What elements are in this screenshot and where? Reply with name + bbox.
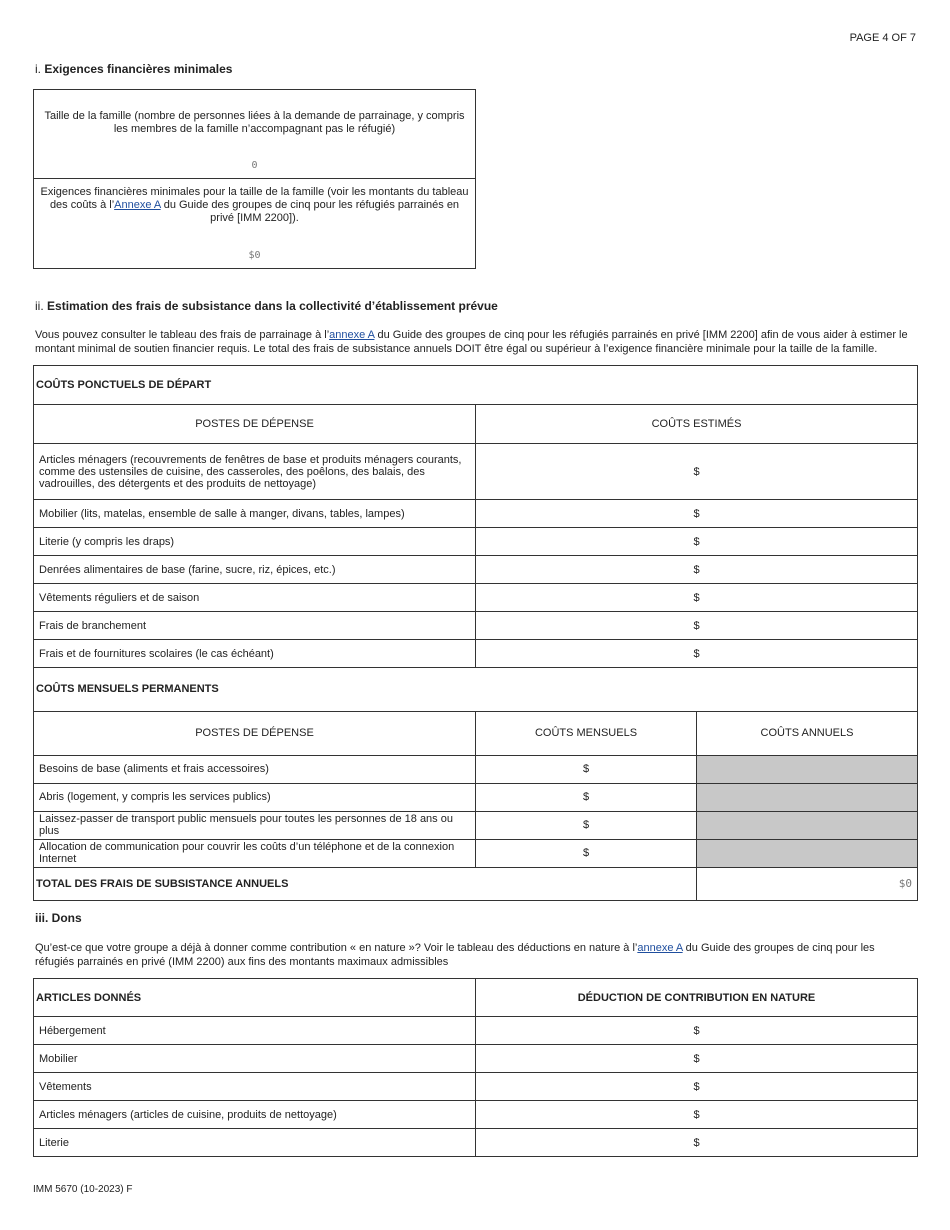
min-req-label — [34, 186, 475, 225]
table-row — [34, 839, 918, 867]
col-header-deduction: DÉDUCTION DE CONTRIBUTION EN NATURE — [476, 979, 918, 1017]
table-row — [34, 640, 918, 668]
table-row — [34, 556, 918, 584]
table-row — [34, 584, 918, 612]
monthly-amount-field[interactable]: $ — [476, 755, 697, 783]
annexe-a-link[interactable]: annexe A — [329, 329, 375, 341]
table-row — [34, 500, 918, 528]
page-number: PAGE 4 OF 7 — [849, 32, 916, 44]
one-time-heading: COÛTS PONCTUELS DE DÉPART — [34, 366, 918, 405]
row-label: Besoins de base (aliments et frais accessoires) — [34, 755, 476, 783]
amount-field[interactable]: $ — [476, 1073, 918, 1101]
section-iii-heading: iii. Dons — [35, 911, 82, 925]
annual-amount-cell — [697, 811, 918, 839]
box-divider — [34, 178, 475, 179]
col-header-items: POSTES DE DÉPENSE — [34, 711, 476, 755]
table-row — [34, 1045, 918, 1073]
amount-field[interactable]: $ — [476, 1101, 918, 1129]
row-label: Hébergement — [34, 1017, 476, 1045]
section-i-title — [35, 62, 232, 76]
section-ii-intro-text: Vous pouvez consulter le tableau des frais de parrainage à l’ — [35, 329, 330, 341]
min-req-field[interactable]: $0 — [248, 250, 261, 261]
total-annual-field: $0 — [697, 867, 918, 900]
section-iii-intro-text-2: du Guide des groupes de cinq pour les réfugiés parrainés en privé (IMM 2200) aux fins des montants maximaux admissibles — [35, 942, 875, 968]
row-label: Mobilier (lits, matelas, ensemble de salle à manger, divans, tables, lampes) — [34, 500, 476, 528]
monthly-costs-table — [33, 667, 918, 901]
table-row — [34, 612, 918, 640]
col-header-items: POSTES DE DÉPENSE — [34, 405, 476, 444]
row-label: Denrées alimentaires de base (farine, sucre, riz, épices, etc.) — [34, 556, 476, 584]
row-label: Articles ménagers (recouvrements de fenêtres de base et produits ménagers courants, comme des ustensiles de cuisine, des casseroles, des poêlons, des balais, des vadrouilles, des détergents et des produits de nettoyage) — [34, 444, 476, 500]
annual-amount-cell — [697, 839, 918, 867]
annexe-a-link[interactable]: Annexe A — [114, 199, 161, 211]
amount-field[interactable]: $ — [476, 444, 918, 500]
amount-field[interactable]: $ — [476, 1129, 918, 1157]
table-row — [34, 1017, 918, 1045]
section-ii-title — [35, 299, 498, 313]
row-label: Frais et de fournitures scolaires (le cas échéant) — [34, 640, 476, 668]
form-footer: IMM 5670 (10-2023) F — [33, 1184, 133, 1195]
section-ii-prefix: ii. — [35, 299, 44, 313]
section-i-prefix: i. — [35, 62, 41, 76]
amount-field[interactable]: $ — [476, 556, 918, 584]
row-label: Laissez-passer de transport public mensuels pour toutes les personnes de 18 ans ou plus — [34, 811, 476, 839]
donations-table — [33, 978, 918, 1157]
section-iii-intro — [35, 941, 915, 969]
monthly-heading: COÛTS MENSUELS PERMANENTS — [34, 667, 918, 711]
annual-amount-cell — [697, 755, 918, 783]
table-row — [34, 755, 918, 783]
min-req-label-text-2: du Guide des groupes de cinq pour les réfugiés parrainés en privé [IMM 2200]). — [160, 199, 460, 224]
table-row — [34, 1129, 918, 1157]
family-size-field[interactable]: 0 — [251, 160, 258, 171]
col-header-estimated: COÛTS ESTIMÉS — [476, 405, 918, 444]
row-label: Frais de branchement — [34, 612, 476, 640]
table-row — [34, 783, 918, 811]
section-ii-intro-text-2: du Guide des groupes de cinq pour les réfugiés parrainés en privé [IMM 2200] afin de vous aider à estimer le montant minimal de soutien financier requis. Le total des frais de subsistance annuels DOIT être égal ou supérieur à l’exigence financière minimale pour la taille de la famille. — [35, 329, 908, 355]
amount-field[interactable]: $ — [476, 584, 918, 612]
min-req-label-text: Exigences financières minimales pour la taille de la famille (voir les montants du tableau des coûts à l’ — [40, 186, 469, 211]
row-label: Articles ménagers (articles de cuisine, produits de nettoyage) — [34, 1101, 476, 1129]
table-row — [34, 1073, 918, 1101]
monthly-amount-field[interactable]: $ — [476, 839, 697, 867]
row-label: Mobilier — [34, 1045, 476, 1073]
amount-field[interactable]: $ — [476, 1045, 918, 1073]
row-label: Literie — [34, 1129, 476, 1157]
row-label: Literie (y compris les draps) — [34, 528, 476, 556]
section-i-heading: Exigences financières minimales — [44, 62, 233, 76]
amount-field[interactable]: $ — [476, 500, 918, 528]
table-row — [34, 811, 918, 839]
amount-field[interactable]: $ — [476, 1017, 918, 1045]
amount-field[interactable]: $ — [476, 612, 918, 640]
monthly-amount-field[interactable]: $ — [476, 783, 697, 811]
row-label: Abris (logement, y compris les services publics) — [34, 783, 476, 811]
annexe-a-link[interactable]: annexe A — [637, 942, 683, 954]
section-iii-intro-text: Qu’est-ce que votre groupe a déjà à donner comme contribution « en nature »? Voir le tableau des déductions en nature à l’ — [35, 942, 638, 954]
table-row — [34, 444, 918, 500]
section-ii-heading: Estimation des frais de subsistance dans la collectivité d’établissement prévue — [47, 299, 498, 313]
total-label: TOTAL DES FRAIS DE SUBSISTANCE ANNUELS — [34, 867, 697, 900]
one-time-costs-table — [33, 365, 918, 668]
monthly-amount-field[interactable]: $ — [476, 811, 697, 839]
family-size-label: Taille de la famille (nombre de personnes liées à la demande de parrainage, y compris les membres de la famille n’accompagnant pas le réfugié) — [44, 110, 465, 135]
amount-field[interactable]: $ — [476, 528, 918, 556]
col-header-annual: COÛTS ANNUELS — [697, 711, 918, 755]
col-header-donated-items: ARTICLES DONNÉS — [34, 979, 476, 1017]
row-label: Vêtements réguliers et de saison — [34, 584, 476, 612]
row-label: Allocation de communication pour couvrir les coûts d’un téléphone et de la connexion Internet — [34, 839, 476, 867]
section-iii-title — [35, 911, 82, 925]
row-label: Vêtements — [34, 1073, 476, 1101]
annual-amount-cell — [697, 783, 918, 811]
section-ii-intro — [35, 328, 915, 356]
amount-field[interactable]: $ — [476, 640, 918, 668]
col-header-monthly: COÛTS MENSUELS — [476, 711, 697, 755]
table-row — [34, 528, 918, 556]
table-row — [34, 1101, 918, 1129]
min-financial-box — [33, 89, 476, 269]
